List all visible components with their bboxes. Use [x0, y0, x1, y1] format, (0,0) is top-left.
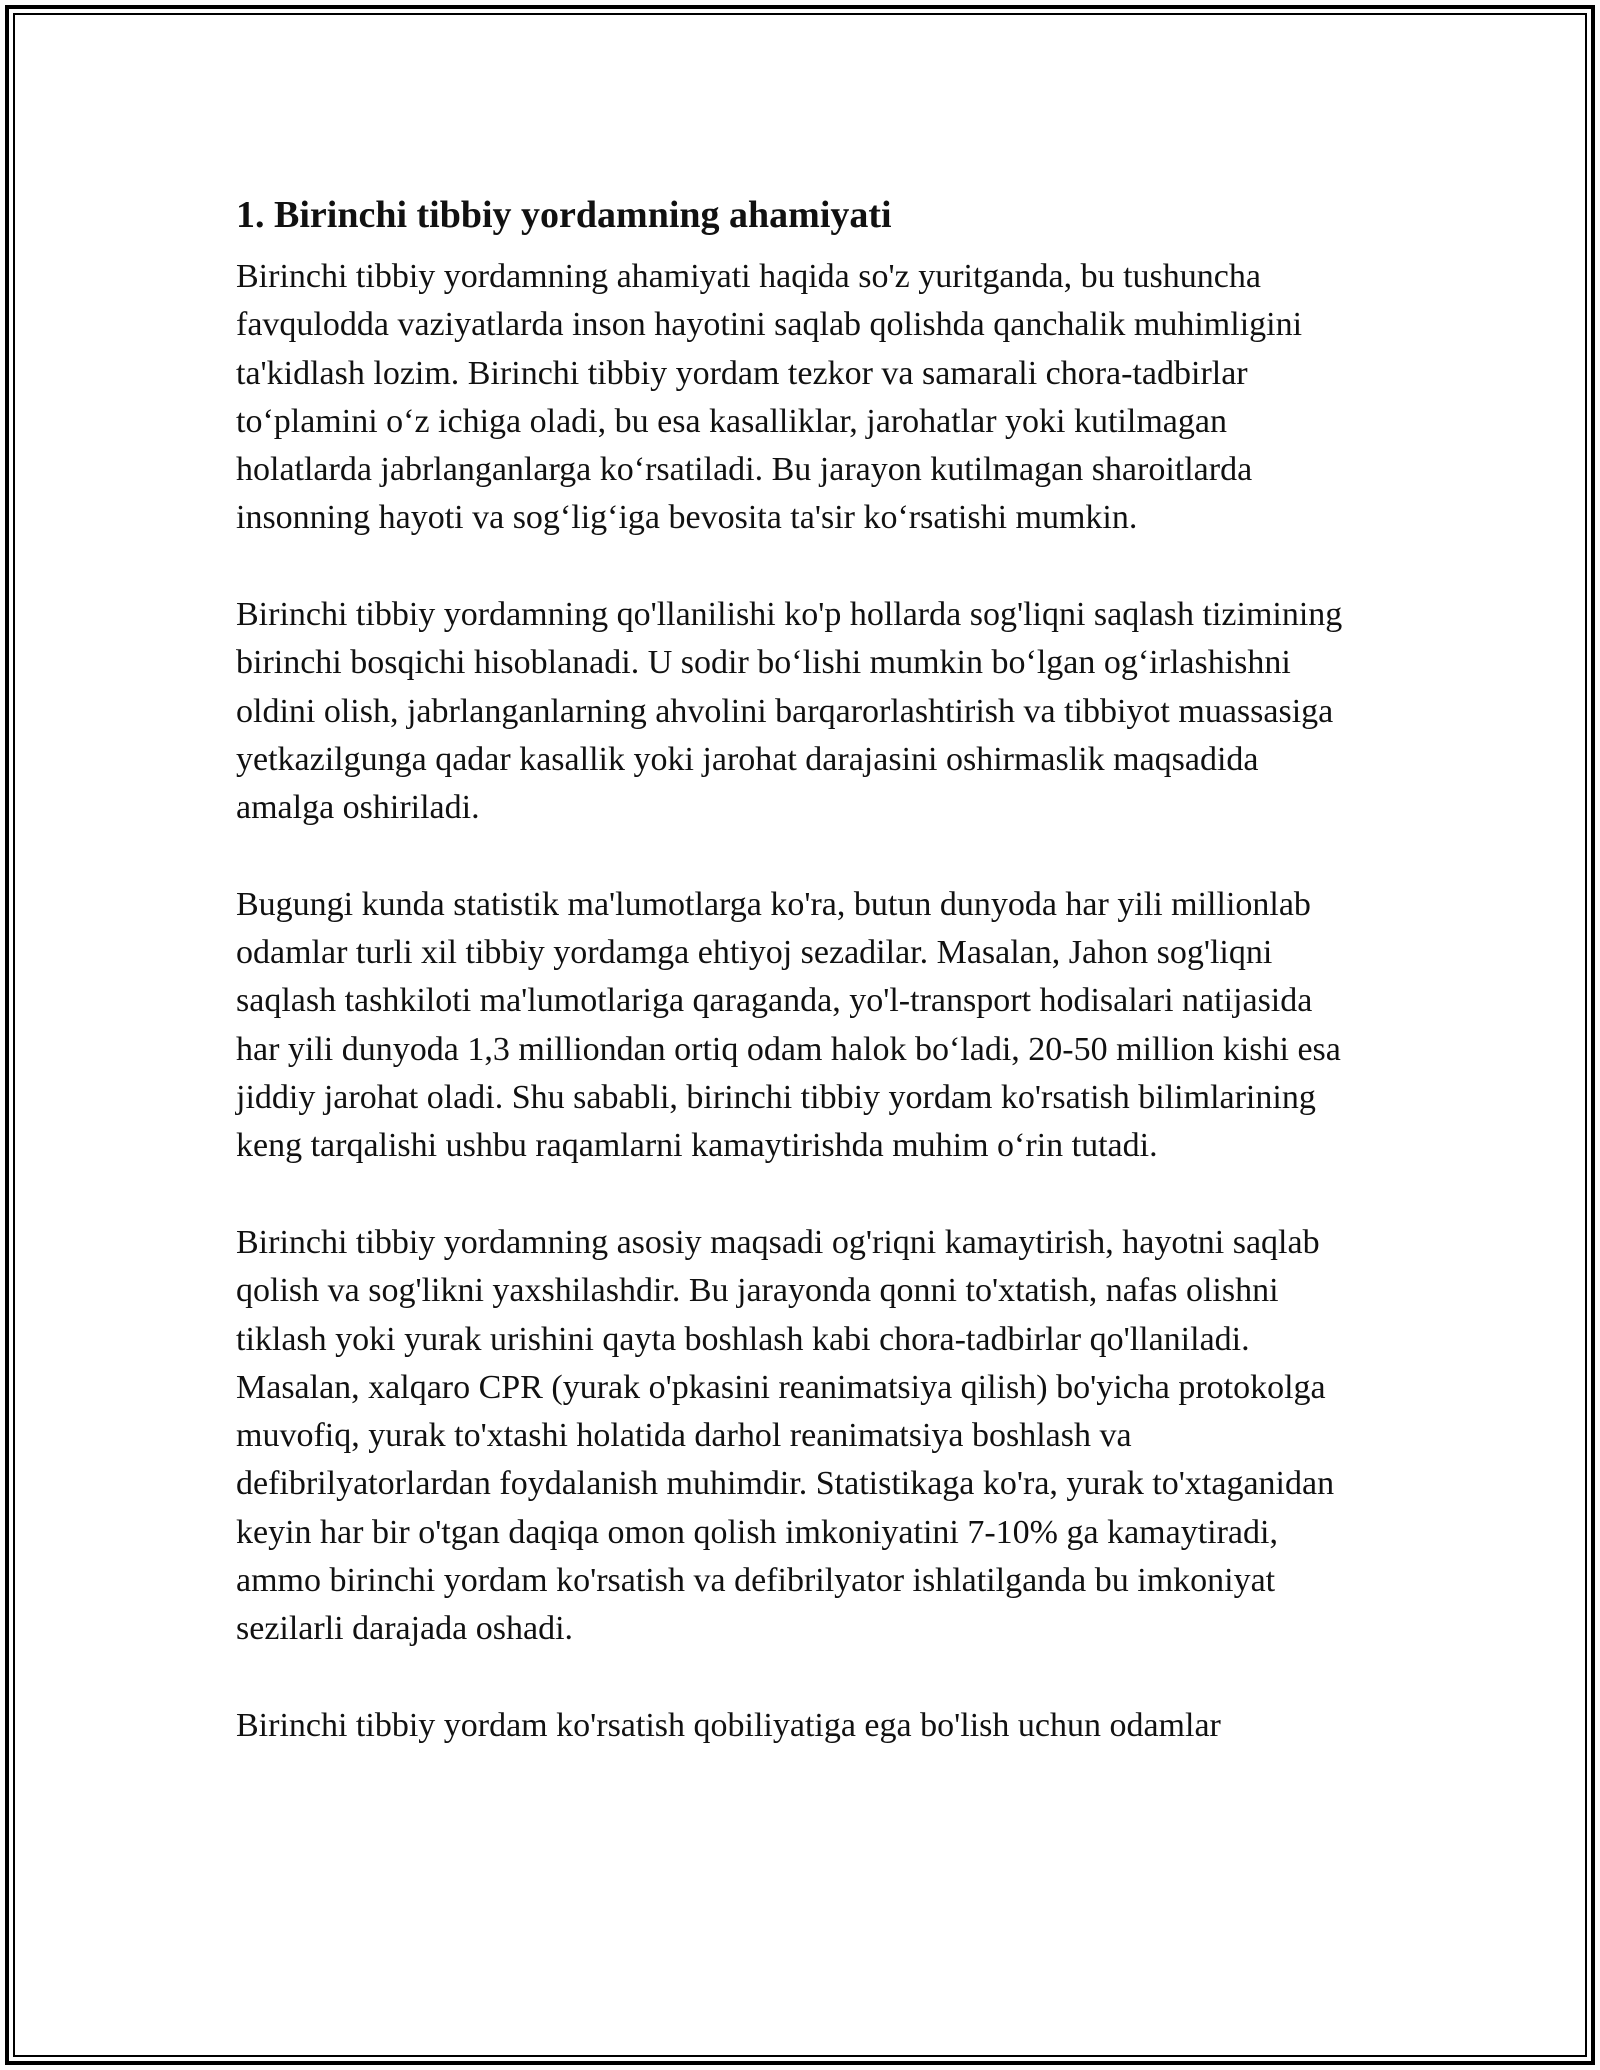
section-heading: 1. Birinchi tibbiy yordamning ahamiyati	[236, 194, 892, 236]
paragraph-importance-intro: Birinchi tibbiy yordamning ahamiyati haqida so'z yuritganda, bu tushuncha favqulodda vaziyatlarda inson hayotini saqlab qolishda qanchalik muhimligini ta'kidlash lozim. Birinchi tibbiy yordam tezkor va samarali chora-tadbirlar to‘plamini o‘z ichiga oladi, bu esa kasalliklar, jarohatlar yoki kutilmagan holatlarda jabrlanganlarga ko‘rsatiladi. Bu jarayon kutilmagan sharoitlarda insonning hayoti va sog‘lig‘iga bevosita ta'sir ko‘rsatishi mumkin.	[236, 258, 1303, 537]
document-body	[236, 185, 1364, 1799]
paragraph-statistics: Bugungi kunda statistik ma'lumotlarga ko'ra, butun dunyoda har yili millionlab odamlar turli xil tibbiy yordamga ehtiyoj sezadilar. Masalan, Jahon sog'liqni saqlash tashkiloti ma'lumotlariga qaraganda, yo'l-transport hodisalari natijasida har yili dunyoda 1,3 milliondan ortiq odam halok bo‘ladi, 20-50 million kishi esa jiddiy jarohat oladi. Shu sababli, birinchi tibbiy yordam ko'rsatish bilimlarining keng tarqalishi ushbu raqamlarni kamaytirishda muhim o‘rin tutadi.	[236, 885, 1341, 1165]
paragraph-healthcare-first-stage: Birinchi tibbiy yordamning qo'llanilishi ko'p hollarda sog'liqni saqlash tizimining birinchi bosqichi hisoblanadi. U sodir bo‘lishi mumkin bo‘lgan og‘irlashishni oldini olish, jabrlanganlarning ahvolini barqarorlashtirish va tibbiyot muassasiga yetkazilgunga qadar kasallik yoki jarohat darajasini oshirmaslik maqsadida amalga oshiriladi.	[236, 596, 1343, 827]
paragraph-skills: Birinchi tibbiy yordam ko'rsatish qobiliyatiga ega bo'lish uchun odamlar	[236, 1706, 1221, 1744]
paragraph-main-goal: Birinchi tibbiy yordamning asosiy maqsadi og'riqni kamaytirish, hayotni saqlab qolish va sog'likni yaxshilashdir. Bu jarayonda qonni to'xtatish, nafas olishni tiklash yoki yurak urishini qayta boshlash kabi chora-tadbirlar qo'llaniladi. Masalan, xalqaro CPR (yurak o'pkasini reanimatsiya qilish) bo'yicha protokolga muvofiq, yurak to'xtashi holatida darhol reanimatsiya boshlash va defibrilyatorlardan foydalanish muhimdir. Statistikaga ko'ra, yurak to'xtaganidan keyin har bir o'tgan daqiqa omon qolish imkoniyatini 7-10% ga kamaytiradi, ammo birinchi yordam ko'rsatish va defibrilyator ishlatilganda bu imkoniyat sezilarli darajada oshadi.	[236, 1223, 1335, 1648]
